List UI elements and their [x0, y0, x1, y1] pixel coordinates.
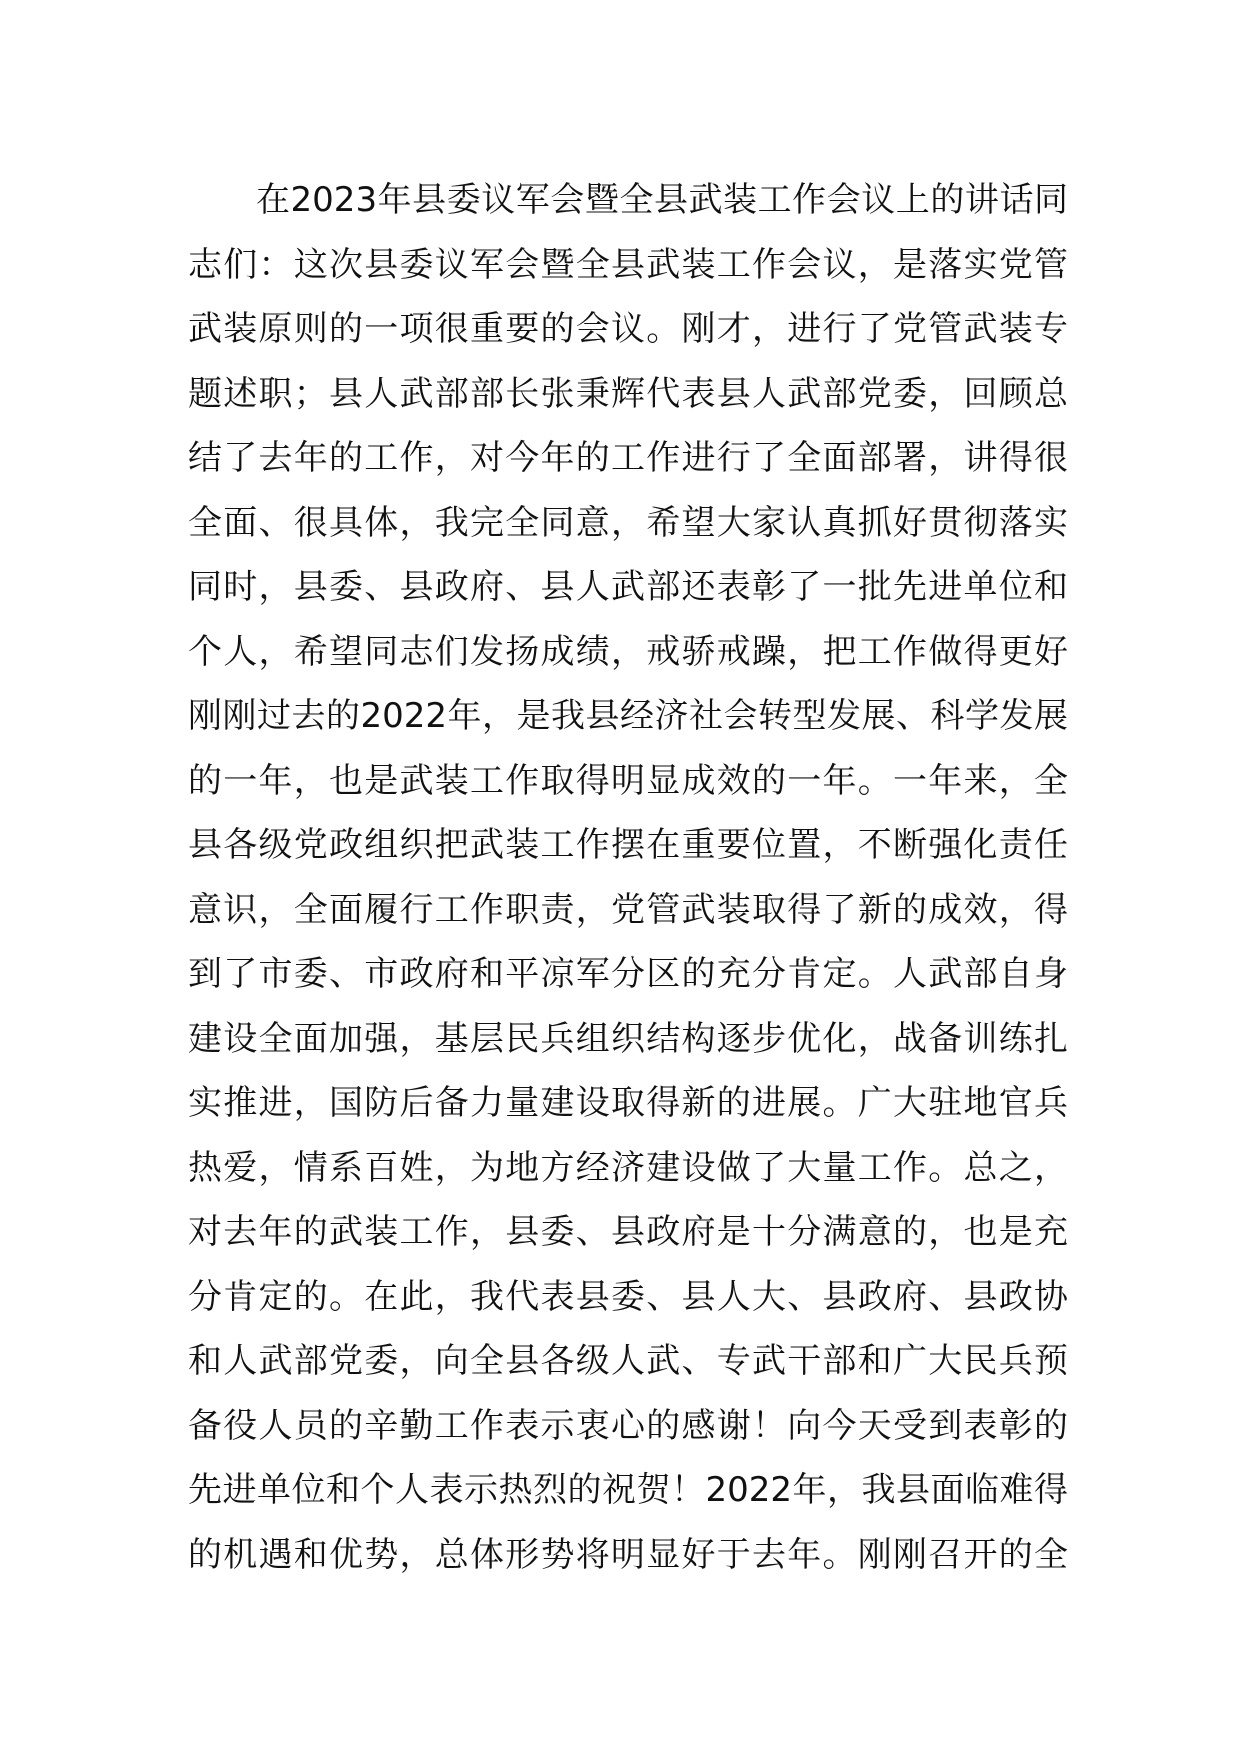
- body-text: [188, 168, 1068, 1587]
- text-line-17: 对去年的武装工作，县委、县政府是十分满意的，也是充: [188, 1212, 1068, 1252]
- text-line-2: 志们：这次县委议军会暨全县武装工作会议，是落实党管: [188, 244, 1068, 285]
- text-line-12: 意识，全面履行工作职责，党管武装取得了新的成效，得: [188, 889, 1068, 930]
- text-line-4: 题述职；县人武部部长张秉辉代表县人武部党委，回顾总: [188, 373, 1068, 414]
- text-line-22: 的机遇和优势，总体形势将明显好于去年。刚刚召开的全: [188, 1534, 1068, 1575]
- text-line-21: 先进单位和个人表示热烈的祝贺！2022年，我县面临难得: [188, 1470, 1068, 1510]
- text-line-18: 分肯定的。在此，我代表县委、县人大、县政府、县政协: [188, 1276, 1068, 1317]
- text-line-1: 在2023年县委议军会暨全县武装工作会议上的讲话同: [256, 180, 1068, 220]
- text-line-13: 到了市委、市政府和平凉军分区的充分肯定。人武部自身: [188, 954, 1068, 994]
- text-line-3: 武装原则的一项很重要的会议。刚才，进行了党管武装专: [188, 309, 1068, 349]
- text-line-7: 同时，县委、县政府、县人武部还表彰了一批先进单位和: [188, 567, 1068, 607]
- text-line-9: 刚刚过去的2022年，是我县经济社会转型发展、科学发展: [188, 696, 1068, 736]
- text-line-14: 建设全面加强，基层民兵组织结构逐步优化，战备训练扎: [188, 1018, 1068, 1059]
- text-line-8: 个人，希望同志们发扬成绩，戒骄戒躁，把工作做得更好: [188, 631, 1068, 672]
- text-line-5: 结了去年的工作，对今年的工作进行了全面部署，讲得很: [188, 438, 1068, 478]
- text-line-15: 实推进，国防后备力量建设取得新的进展。广大驻地官兵: [188, 1083, 1068, 1123]
- text-line-19: 和人武部党委，向全县各级人武、专武干部和广大民兵预: [188, 1341, 1068, 1381]
- text-line-11: 县各级党政组织把武装工作摆在重要位置，不断强化责任: [188, 825, 1068, 865]
- text-line-16: 热爱，情系百姓，为地方经济建设做了大量工作。总之，: [188, 1147, 1068, 1188]
- text-line-10: 的一年，也是武装工作取得明显成效的一年。一年来，全: [188, 760, 1068, 801]
- text-line-20: 备役人员的辛勤工作表示衷心的感谢！向今天受到表彰的: [188, 1405, 1068, 1446]
- text-line-6: 全面、很具体，我完全同意，希望大家认真抓好贯彻落实: [188, 502, 1068, 543]
